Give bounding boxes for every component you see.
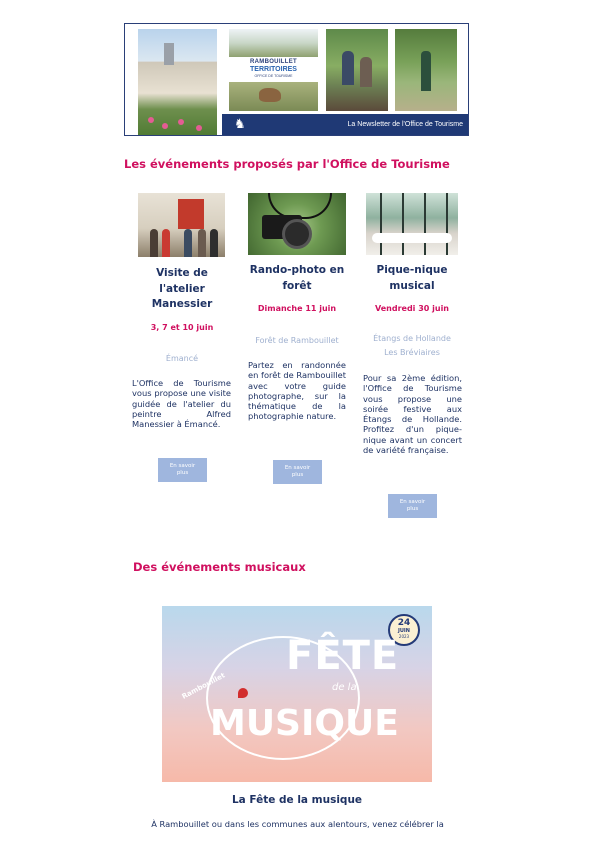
learn-more-button[interactable] xyxy=(388,494,437,518)
window-frame xyxy=(424,193,426,255)
event-place-line: Étangs de Hollande xyxy=(373,334,451,343)
hiker-photo xyxy=(395,29,457,111)
button-label: En savoir xyxy=(399,499,426,505)
window-frame xyxy=(402,193,404,255)
newsletter-label: La Newsletter de l'Office de Tourisme xyxy=(347,121,463,128)
button-label: En savoir xyxy=(284,465,311,471)
chateau-photo xyxy=(138,29,217,136)
visitor xyxy=(198,229,206,257)
event-title-line: Pique-nique xyxy=(376,264,448,276)
event-title-line: Manessier xyxy=(151,298,213,310)
rambouillet-territoires-logo xyxy=(229,57,318,82)
badge-month: JUIN xyxy=(398,628,410,634)
event-title xyxy=(362,263,462,294)
poster-word-fete: FÊTE xyxy=(286,633,400,679)
flower-decoration xyxy=(178,119,184,125)
badge-day: 24 xyxy=(397,618,411,628)
section-title-office-events: Les événements proposés par l'Office de Tourisme xyxy=(124,157,450,171)
learn-more-button[interactable] xyxy=(158,458,207,482)
button-label: plus xyxy=(176,470,189,476)
badge-year: 2023 xyxy=(398,634,410,639)
landscape-photo xyxy=(229,29,318,57)
event-title xyxy=(247,263,347,294)
event-date: Dimanche 11 juin xyxy=(257,304,337,313)
section-title-music-events: Des événements musicaux xyxy=(133,560,306,574)
event-description: Partez en randonnée en forêt de Rambouillet avec votre guide photographe, sur la thématique de la photographie nature. xyxy=(248,360,346,422)
music-event-title: La Fête de la musique xyxy=(231,794,363,806)
event-title-line: Visite de xyxy=(156,267,208,279)
event-title-line: Rando-photo en xyxy=(249,264,345,276)
flower-decoration xyxy=(162,123,168,129)
event-description: Pour sa 2ème édition, l'Office de Tourisme vous propose une soirée festive aux Étangs de Hollande. Profitez d'un pique-nique avant un concert de variété française. xyxy=(363,373,462,456)
event-date: 3, 7 et 10 juin xyxy=(150,323,214,332)
event-date: Vendredi 30 juin xyxy=(374,304,450,313)
event-image-picnic xyxy=(366,193,458,255)
camera-lens xyxy=(282,219,312,249)
music-event-description: À Rambouillet ou dans les communes aux alentours, venez célébrer la xyxy=(151,819,444,829)
window-frame xyxy=(380,193,382,255)
visitor xyxy=(210,229,218,257)
button-label: plus xyxy=(406,506,419,512)
flower-decoration xyxy=(148,117,154,123)
fete-de-la-musique-poster xyxy=(162,606,432,782)
painting xyxy=(178,199,204,229)
bird-icon xyxy=(238,688,248,698)
musicians-photo xyxy=(326,29,388,111)
table xyxy=(372,233,452,243)
event-description: L'Office de Tourisme vous propose une visite guidée de l'atelier du peintre Alfred Manessier à Émancé. xyxy=(132,378,231,430)
event-place-line: Les Bréviaires xyxy=(384,348,440,357)
deer-icon: ♞ xyxy=(234,117,246,132)
event-title xyxy=(132,266,232,313)
learn-more-button[interactable] xyxy=(273,460,322,484)
event-image-atelier xyxy=(138,193,225,257)
poster-word-de-la: de la xyxy=(332,682,357,693)
event-place: Émancé xyxy=(165,354,199,363)
event-place xyxy=(362,332,462,360)
event-title-line: musical xyxy=(389,279,435,292)
event-image-camera xyxy=(248,193,346,255)
poster-town: Rambouillet xyxy=(180,671,227,701)
poster-word-musique: MUSIQUE xyxy=(210,703,399,744)
event-title-line: l'atelier xyxy=(159,282,205,295)
button-label: plus xyxy=(291,472,304,478)
button-label: En savoir xyxy=(169,463,196,469)
visitor xyxy=(184,229,192,257)
deer-photo xyxy=(229,82,318,111)
visitor xyxy=(150,229,158,257)
event-place: Forêt de Rambouillet xyxy=(255,336,339,345)
banner-bar xyxy=(222,114,469,136)
logo-line2: TERRITOIRES xyxy=(250,66,297,73)
newsletter-banner xyxy=(124,23,469,136)
visitor xyxy=(162,229,170,257)
event-title-line: forêt xyxy=(282,279,312,292)
logo-line1: RAMBOUILLET xyxy=(250,59,297,65)
logo-line3: OFFICE DE TOURISME xyxy=(254,74,293,78)
flower-decoration xyxy=(196,125,202,131)
window-frame xyxy=(446,193,448,255)
